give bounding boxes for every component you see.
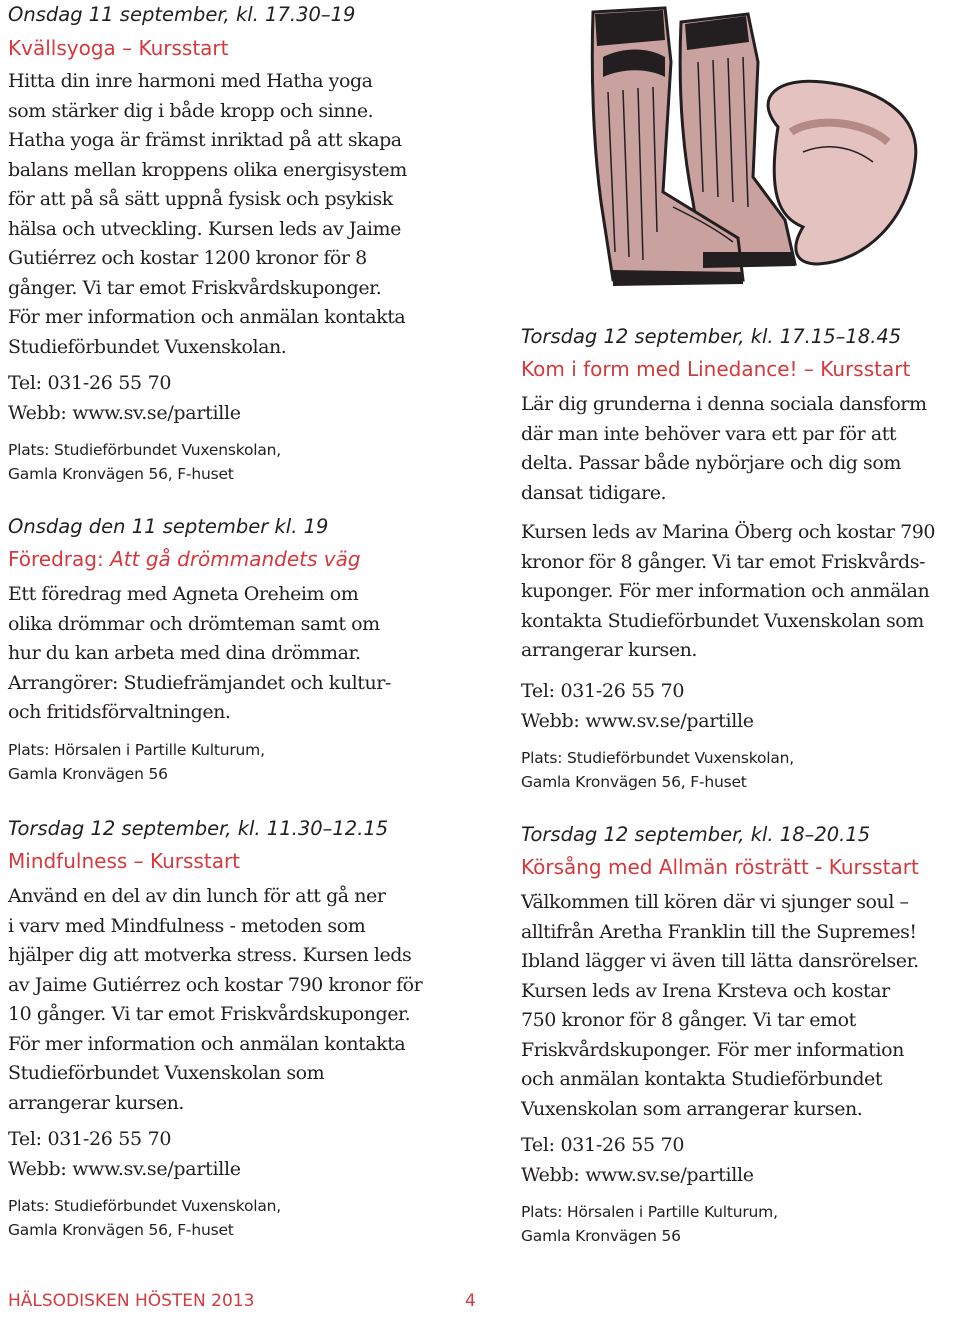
website-link[interactable]: Webb: www.sv.se/partille xyxy=(8,402,241,424)
text-line: Hatha yoga är främst inriktad på att skapa xyxy=(8,129,402,151)
event-description xyxy=(521,888,957,1124)
text-line: 750 kronor för 8 gånger. Vi tar emot xyxy=(521,1009,856,1031)
event-title: Kom i form med Linedance! – Kursstart xyxy=(521,357,911,381)
text-line: där man inte behöver vara ett par för att xyxy=(521,422,897,445)
event-korsang xyxy=(521,822,957,1248)
text-line: För mer information och anmälan kontakta xyxy=(8,306,406,328)
event-location xyxy=(8,1194,463,1242)
text-line: Använd en del av din lunch för att gå ner xyxy=(8,885,386,907)
contact-info xyxy=(8,368,463,428)
location-line: Plats: Hörsalen i Partille Kulturum, xyxy=(521,1203,778,1221)
text-line: Friskvårdskuponger. För mer information xyxy=(521,1038,904,1061)
event-description xyxy=(521,390,957,666)
text-line: Ibland lägger vi även till lätta dansrörelser. xyxy=(521,950,919,972)
text-line: Studieförbundet Vuxenskolan. xyxy=(8,335,287,358)
text-line: För mer information och anmälan kontakta xyxy=(8,1032,406,1055)
location-line: Plats: Studieförbundet Vuxenskolan, xyxy=(8,441,282,459)
location-line: Gamla Kronvägen 56, F-huset xyxy=(521,772,747,791)
event-mindfulness xyxy=(8,816,463,1242)
text-line: kuponger. För mer information och anmälan xyxy=(521,580,930,602)
event-date: Torsdag 12 september, kl. 17.15–18.45 xyxy=(521,325,902,348)
location-line: Gamla Kronvägen 56 xyxy=(8,764,168,783)
event-kvallsyoga xyxy=(8,2,463,486)
text-line: arrangerar kursen. xyxy=(8,1091,184,1114)
event-date: Torsdag 12 september, kl. 11.30–12.15 xyxy=(8,817,389,840)
event-foredrag xyxy=(8,514,463,786)
text-line: olika drömmar och drömteman samt om xyxy=(8,612,380,635)
text-line: Gutiérrez och kostar 1200 kronor för 8 xyxy=(8,247,367,269)
text-line: balans mellan kroppens olika energisystem xyxy=(8,158,407,181)
text-line: Välkommen till kören där vi sjunger soul – xyxy=(521,891,909,913)
event-linedance xyxy=(521,324,957,794)
event-location xyxy=(521,746,957,794)
text-line: kontakta Studieförbundet Vuxenskolan som xyxy=(521,609,924,632)
footer-publication: HÄLSODISKEN HÖSTEN 2013 xyxy=(8,1291,255,1311)
page-number: 4 xyxy=(465,1291,476,1311)
text-line: för att på så sätt uppnå fysisk och psykisk xyxy=(8,188,393,210)
event-description xyxy=(8,67,463,362)
event-location xyxy=(8,438,463,486)
text-line: Kursen leds av Marina Öberg och kostar 790 xyxy=(521,521,936,543)
event-title: Kvällsyoga – Kursstart xyxy=(8,36,229,60)
location-line: Gamla Kronvägen 56 xyxy=(521,1227,681,1245)
event-location xyxy=(521,1200,957,1248)
text-line: och fritidsförvaltningen. xyxy=(8,701,231,723)
text-line: gånger. Vi tar emot Friskvårdskuponger. xyxy=(8,276,382,299)
website-link[interactable]: Webb: www.sv.se/partille xyxy=(521,709,754,732)
website-link[interactable]: Webb: www.sv.se/partille xyxy=(8,1158,241,1180)
event-title: Körsång med Allmän rösträtt - Kursstart xyxy=(521,855,919,879)
phone-number: Tel: 031-26 55 70 xyxy=(8,1128,172,1150)
text-line: hjälper dig att motverka stress. Kursen leds xyxy=(8,944,412,966)
website-link[interactable]: Webb: www.sv.se/partille xyxy=(521,1164,754,1186)
text-line: delta. Passar både nybörjare och dig som xyxy=(521,452,901,474)
event-description xyxy=(8,882,463,1118)
text-line: Ett föredrag med Agneta Oreheim om xyxy=(8,583,359,605)
text-line: dansat tidigare. xyxy=(521,481,667,504)
text-line: Arrangörer: Studiefrämjandet och kultur- xyxy=(8,671,391,694)
event-title-topic: Att gå drömmandets väg xyxy=(110,547,361,571)
text-line: 10 gånger. Vi tar emot Friskvårdskuponger. xyxy=(8,1003,411,1025)
event-title: Mindfulness – Kursstart xyxy=(8,849,241,873)
phone-number: Tel: 031-26 55 70 xyxy=(521,1134,685,1156)
contact-info xyxy=(8,1124,463,1184)
event-title-prefix: Föredrag: xyxy=(8,547,104,571)
text-line: och anmälan kontakta Studieförbundet xyxy=(521,1068,883,1090)
event-date: Torsdag 12 september, kl. 18–20.15 xyxy=(521,823,871,846)
location-line: Plats: Hörsalen i Partille Kulturum, xyxy=(8,740,265,759)
text-line: kronor för 8 gånger. Vi tar emot Friskvårds- xyxy=(521,550,926,573)
text-line: Lär dig grunderna i denna sociala dansform xyxy=(521,393,927,415)
text-line: i varv med Mindfulness - metoden som xyxy=(8,914,366,937)
text-line: Vuxenskolan som arrangerar kursen. xyxy=(521,1097,863,1120)
contact-info xyxy=(521,1130,957,1190)
event-date: Onsdag 11 september, kl. 17.30–19 xyxy=(8,3,356,26)
location-line: Plats: Studieförbundet Vuxenskolan, xyxy=(8,1197,282,1215)
text-line: som stärker dig i både kropp och sinne. xyxy=(8,99,374,122)
location-line: Gamla Kronvägen 56, F-huset xyxy=(8,1221,234,1239)
text-line: Hitta din inre harmoni med Hatha yoga xyxy=(8,70,373,92)
paragraph xyxy=(521,518,957,666)
text-line: alltifrån Aretha Franklin till the Supremes! xyxy=(521,920,917,943)
event-description xyxy=(8,580,463,728)
text-line: Studieförbundet Vuxenskolan som xyxy=(8,1062,325,1084)
phone-number: Tel: 031-26 55 70 xyxy=(8,372,172,394)
cowboy-boots-and-hat-icon xyxy=(553,2,923,300)
text-line: arrangerar kursen. xyxy=(521,639,697,661)
contact-info xyxy=(521,676,957,736)
text-line: hälsa och utveckling. Kursen leds av Jaime xyxy=(8,217,401,240)
location-line: Plats: Studieförbundet Vuxenskolan, xyxy=(521,748,795,767)
event-title xyxy=(8,544,463,574)
text-line: hur du kan arbeta med dina drömmar. xyxy=(8,642,361,664)
paragraph xyxy=(521,390,957,508)
event-location xyxy=(8,738,463,786)
text-line: Kursen leds av Irena Krsteva och kostar xyxy=(521,979,890,1002)
event-date: Onsdag den 11 september kl. 19 xyxy=(8,515,329,538)
text-line: av Jaime Gutiérrez och kostar 790 kronor för xyxy=(8,973,423,996)
phone-number: Tel: 031-26 55 70 xyxy=(521,679,685,702)
location-line: Gamla Kronvägen 56, F-huset xyxy=(8,465,234,483)
